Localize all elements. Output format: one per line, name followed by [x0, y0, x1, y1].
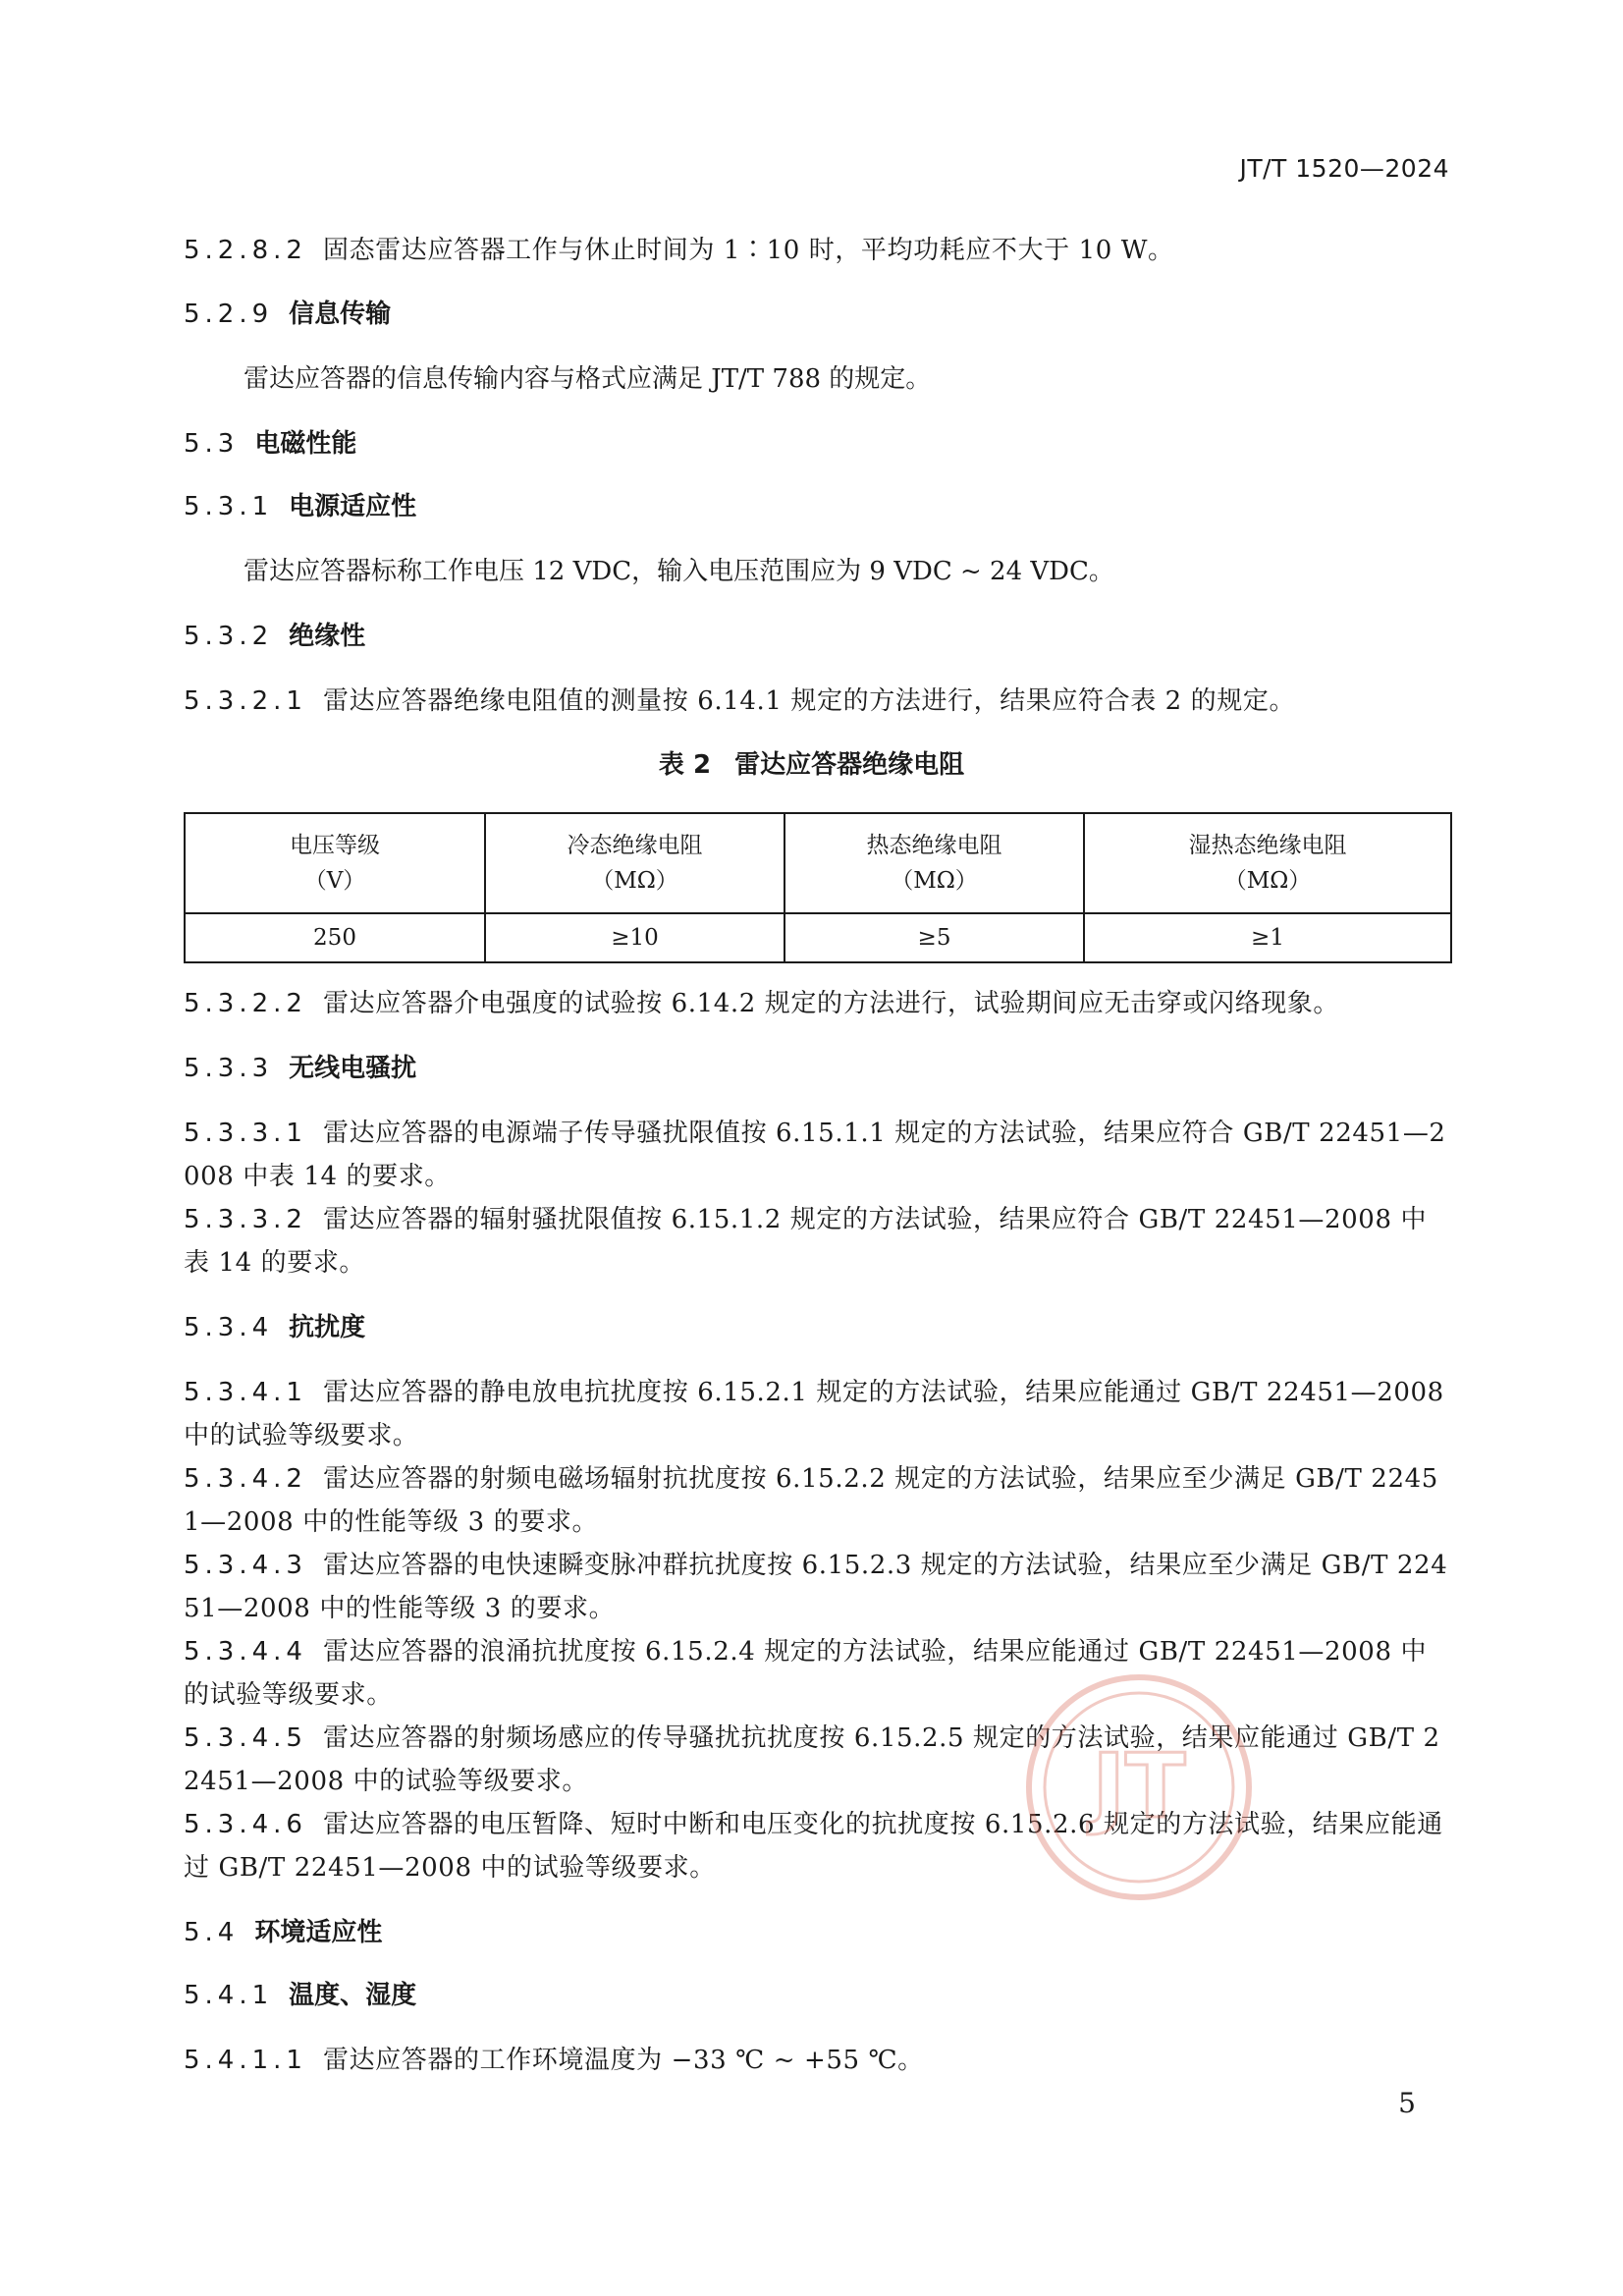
header-cell — [1084, 813, 1451, 913]
clause-text: 雷达应答器的辐射骚扰限值按 6.15.1.2 规定的方法试验，结果应符合 GB/T 22451—2008 中表 14 的要求。 — [184, 1205, 1428, 1278]
clause-text: 雷达应答器的电快速瞬变脉冲群抗扰度按 6.15.2.3 规定的方法试验，结果应至少满足 GB/T 22451—2008 中的性能等级 3 的要求。 — [184, 1551, 1448, 1623]
clause-5-3-2-1 — [184, 680, 1452, 723]
clause-5-3-4-3 — [184, 1544, 1452, 1630]
table-cell: ≥1 — [1084, 913, 1451, 962]
header-cell — [784, 813, 1084, 913]
header-cell — [485, 813, 784, 913]
page-number: 5 — [1398, 2087, 1416, 2119]
clause-text: 雷达应答器介电强度的试验按 6.14.2 规定的方法进行，试验期间应无击穿或闪络现象。 — [322, 989, 1339, 1018]
seal-text: JT — [1092, 1735, 1186, 1838]
heading-5-3-3 — [184, 1047, 1452, 1090]
heading-5-3-2 — [184, 615, 1452, 658]
header-cell — [185, 813, 485, 913]
clause-number: 5.3.3.1 — [184, 1119, 307, 1148]
heading-title: 抗扰度 — [289, 1313, 366, 1342]
header-unit: （V） — [303, 868, 366, 894]
heading-number: 5.3.1 — [184, 492, 274, 521]
heading-number: 5.3 — [184, 429, 240, 459]
heading-title: 环境适应性 — [254, 1918, 383, 1947]
heading-title: 温度、湿度 — [289, 1981, 417, 2010]
header-name: 电压等级 — [290, 833, 380, 858]
clause-5-3-4-2 — [184, 1457, 1452, 1544]
clause-number: 5.4.1.1 — [184, 2046, 307, 2075]
clause-5-3-3-1 — [184, 1112, 1452, 1198]
clause-5-3-2-2 — [184, 982, 1452, 1025]
heading-number: 5.3.2 — [184, 622, 274, 651]
clause-text: 雷达应答器的工作环境温度为 −33 ℃ ~ +55 ℃。 — [322, 2046, 924, 2075]
clause-text: 雷达应答器的电压暂降、短时中断和电压变化的抗扰度按 6.15.2.6 规定的方法试验，结果应能通过 GB/T 22451—2008 中的试验等级要求。 — [184, 1810, 1443, 1883]
table-title — [0, 744, 1623, 781]
standard-code: JT/T 1520—2024 — [1239, 154, 1449, 183]
table-row — [185, 913, 1451, 962]
clause-number: 5.3.2.2 — [184, 989, 307, 1018]
clause-number: 5.3.4.5 — [184, 1723, 307, 1753]
jt-seal-watermark — [1021, 1669, 1257, 1905]
table-header-row — [185, 813, 1451, 913]
header-unit: （MΩ） — [591, 868, 678, 894]
clause-number: 5.3.2.1 — [184, 686, 307, 716]
header-name: 冷态绝缘电阻 — [567, 833, 703, 858]
heading-5-4-1 — [184, 1974, 1452, 2017]
table-cell: ≥5 — [784, 913, 1084, 962]
heading-title: 绝缘性 — [289, 622, 366, 651]
table-cell: ≥10 — [485, 913, 784, 962]
clause-5-3-4-6 — [184, 1803, 1452, 1889]
clause-5-2-8-2 — [184, 229, 1452, 272]
heading-number: 5.4.1 — [184, 1981, 274, 2010]
clause-text: 雷达应答器的静电放电抗扰度按 6.15.2.1 规定的方法试验，结果应能通过 GB/T 22451—2008 中的试验等级要求。 — [184, 1378, 1444, 1450]
clause-5-3-4-5 — [184, 1717, 1452, 1803]
header-name: 湿热态绝缘电阻 — [1188, 833, 1347, 858]
heading-number: 5.2.9 — [184, 300, 274, 329]
clause-text: 雷达应答器的浪涌抗扰度按 6.15.2.4 规定的方法试验，结果应能通过 GB/T 22451—2008 中的试验等级要求。 — [184, 1637, 1428, 1710]
clause-text: 雷达应答器的电源端子传导骚扰限值按 6.15.1.1 规定的方法试验，结果应符合 GB/T 22451—2008 中表 14 的要求。 — [184, 1119, 1446, 1191]
clause-number: 5.3.4.2 — [184, 1464, 307, 1494]
clause-number: 5.3.4.4 — [184, 1637, 307, 1667]
table-cell: 250 — [185, 913, 485, 962]
heading-5-3-4 — [184, 1306, 1452, 1349]
heading-title: 信息传输 — [289, 300, 392, 329]
heading-5-4 — [184, 1911, 1452, 1954]
heading-5-2-9 — [184, 293, 1452, 336]
clause-number: 5.3.4.3 — [184, 1551, 307, 1580]
clause-number: 5.3.4.1 — [184, 1378, 307, 1407]
header-name: 热态绝缘电阻 — [866, 833, 1002, 858]
clause-number: 5.3.3.2 — [184, 1205, 307, 1234]
clause-5-3-4-4 — [184, 1630, 1452, 1717]
clause-text: 雷达应答器的射频电磁场辐射抗扰度按 6.15.2.2 规定的方法试验，结果应至少满足 GB/T 22451—2008 中的性能等级 3 的要求。 — [184, 1464, 1438, 1537]
table-caption: 雷达应答器绝缘电阻 — [734, 750, 965, 780]
heading-number: 5.4 — [184, 1918, 240, 1947]
table-label: 表 2 — [658, 750, 712, 780]
clause-text: 固态雷达应答器工作与休止时间为 1∶10 时，平均功耗应不大于 10 W。 — [322, 236, 1174, 265]
clause-5-3-4-1 — [184, 1371, 1452, 1457]
clause-text: 雷达应答器绝缘电阻值的测量按 6.14.1 规定的方法进行，结果应符合表 2 的规定。 — [322, 686, 1296, 716]
heading-title: 无线电骚扰 — [289, 1054, 417, 1083]
heading-title: 电源适应性 — [289, 492, 417, 521]
clause-number: 5.3.4.6 — [184, 1810, 307, 1839]
heading-5-3-1 — [184, 485, 1452, 528]
header-unit: （MΩ） — [1223, 868, 1312, 894]
heading-number: 5.3.3 — [184, 1054, 274, 1083]
paragraph-5-3-1: 雷达应答器标称工作电压 12 VDC，输入电压范围应为 9 VDC ~ 24 VDC。 — [243, 557, 1114, 586]
header-unit: （MΩ） — [891, 868, 978, 894]
clause-text: 雷达应答器的射频场感应的传导骚扰抗扰度按 6.15.2.5 规定的方法试验，结果应能通过 GB/T 22451—2008 中的试验等级要求。 — [184, 1723, 1440, 1796]
clause-number: 5.2.8.2 — [184, 236, 307, 265]
clause-5-4-1-1 — [184, 2039, 1452, 2082]
insulation-resistance-table — [184, 812, 1452, 963]
heading-5-3 — [184, 422, 1452, 465]
clause-5-3-3-2 — [184, 1198, 1452, 1285]
heading-title: 电磁性能 — [254, 429, 357, 459]
paragraph-5-2-9: 雷达应答器的信息传输内容与格式应满足 JT/T 788 的规定。 — [243, 364, 932, 394]
heading-number: 5.3.4 — [184, 1313, 274, 1342]
